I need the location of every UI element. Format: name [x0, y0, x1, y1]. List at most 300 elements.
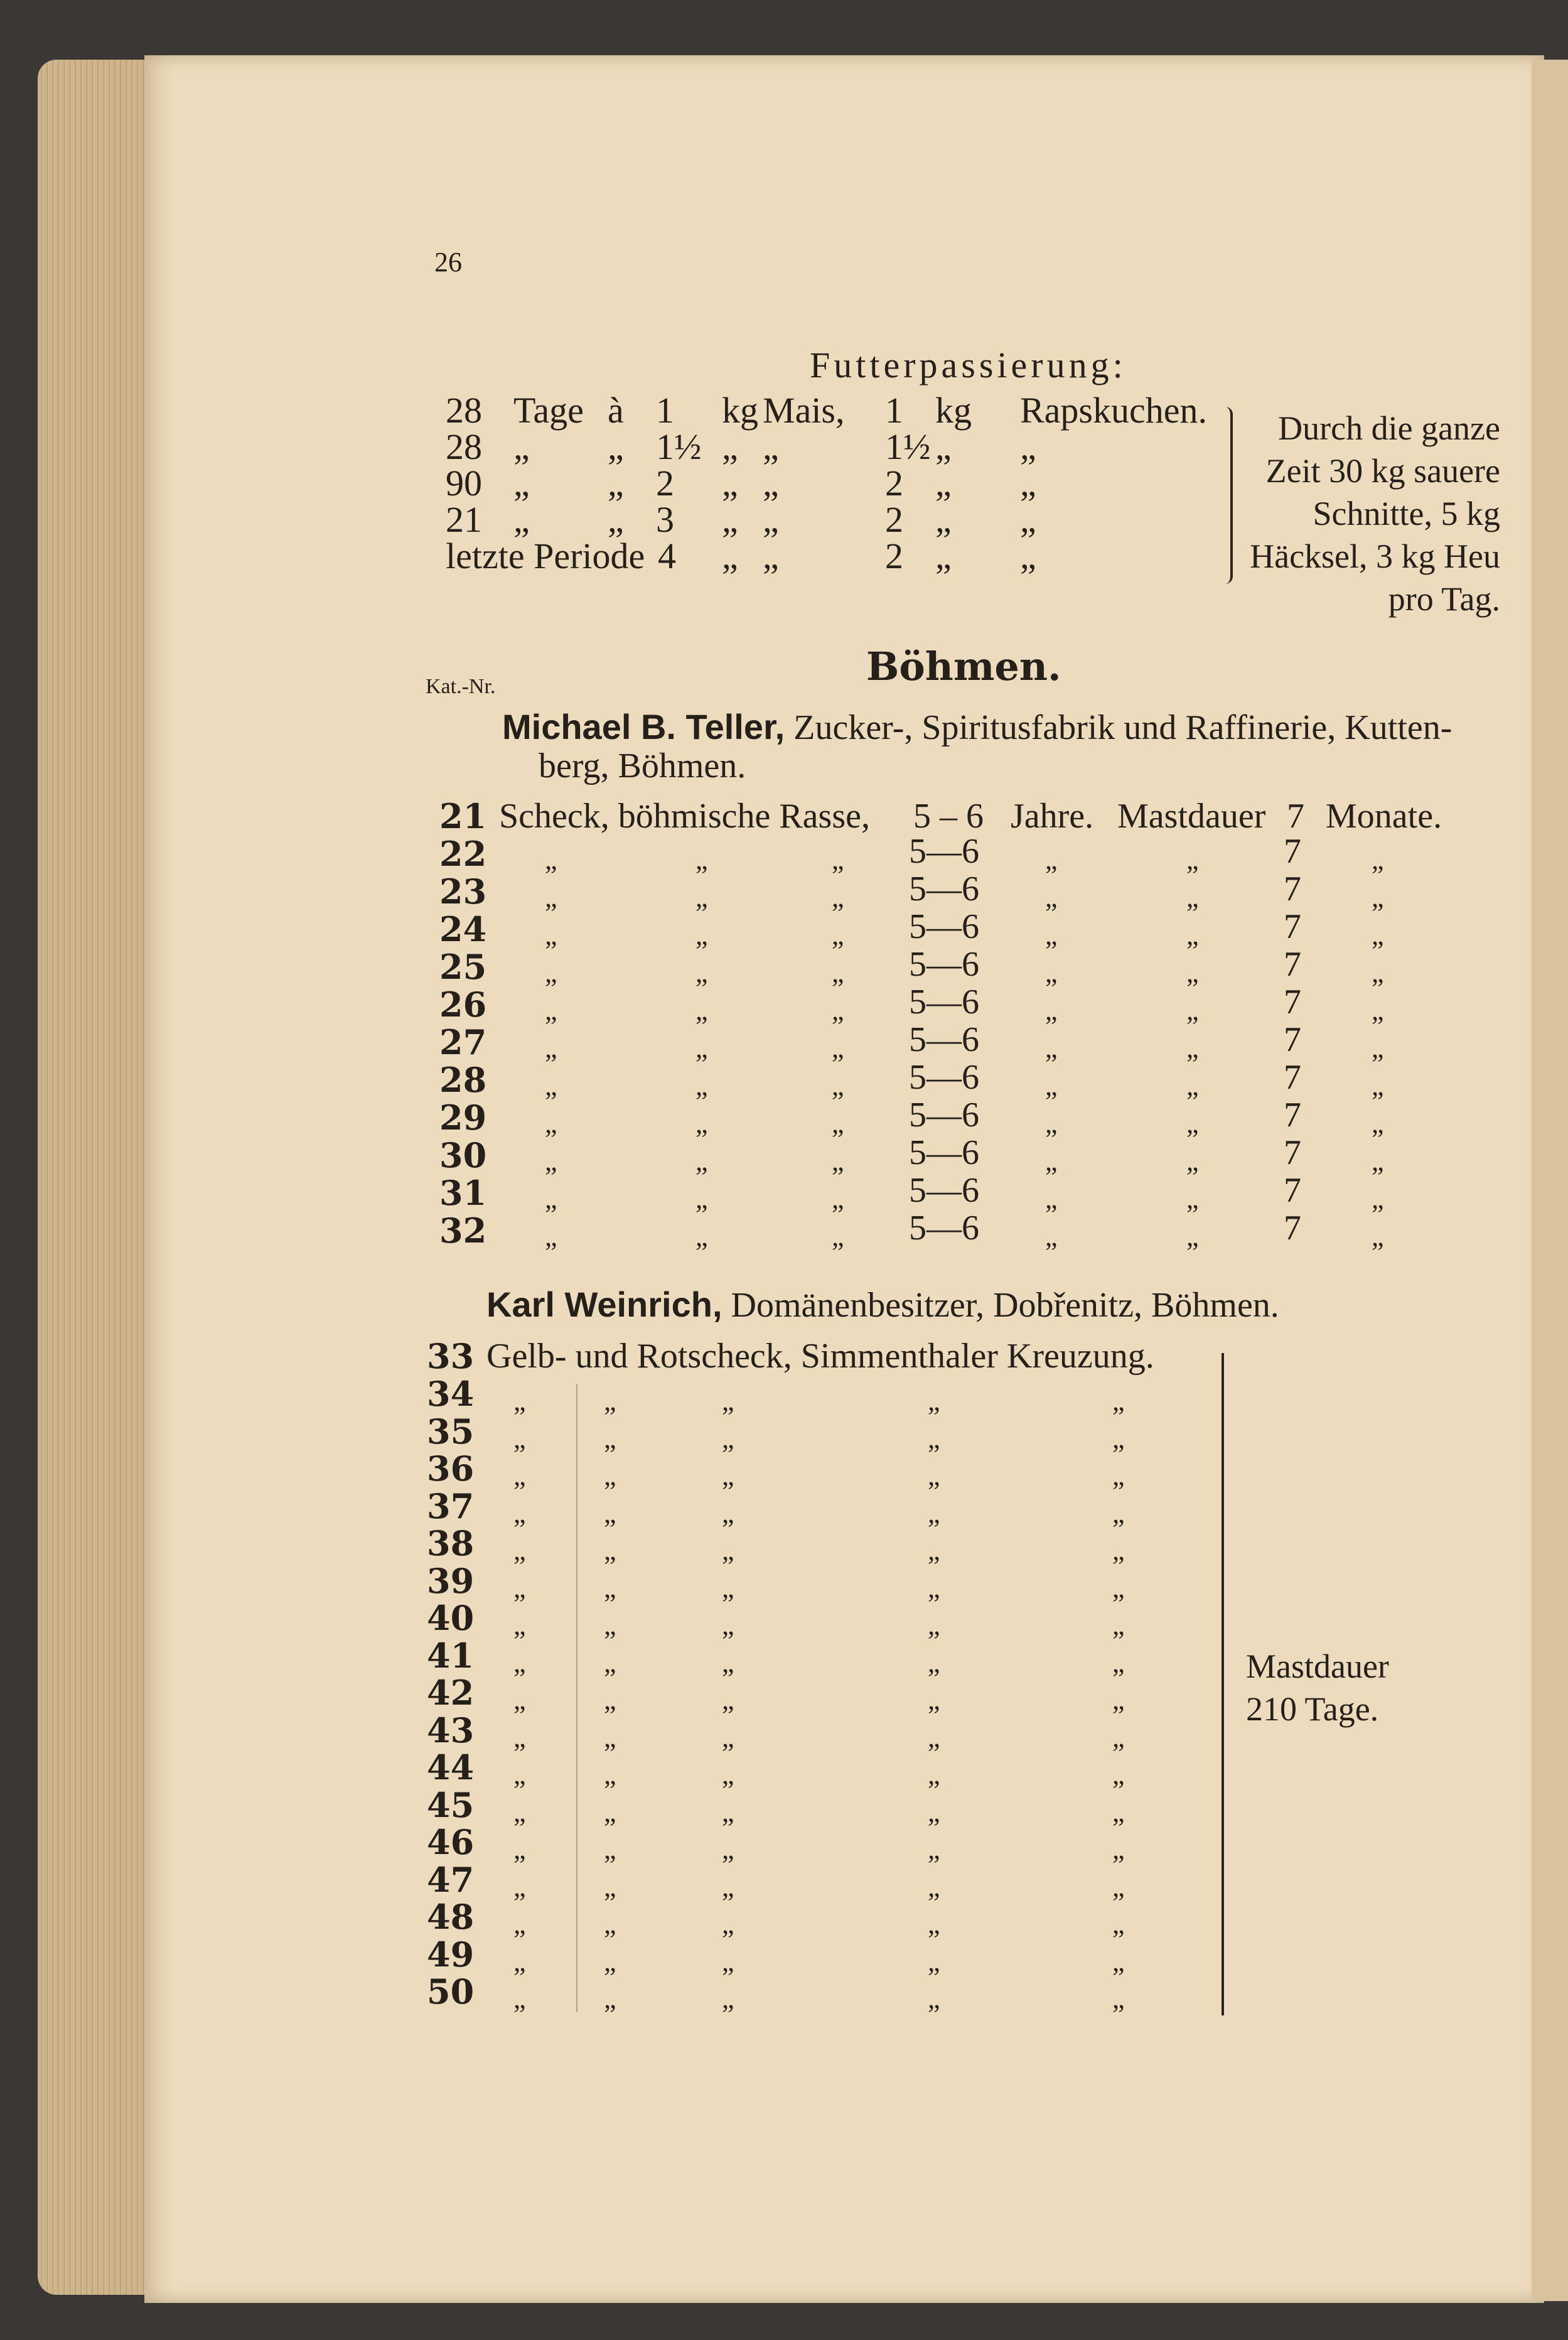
- months: 7: [1284, 1058, 1301, 1097]
- entry-number: 36: [427, 1448, 475, 1489]
- ditto-6: „: [1372, 882, 1384, 913]
- entry-number: 42: [427, 1673, 475, 1713]
- ditto-4: „: [928, 1909, 940, 1939]
- table-row: [0, 1859, 1205, 1902]
- ditto-3: „: [722, 1796, 734, 1828]
- months: 7: [1284, 1209, 1301, 1248]
- feed-mais-label: „: [763, 426, 779, 467]
- page-number: 26: [434, 247, 462, 278]
- ditto-2: „: [695, 1070, 708, 1101]
- ditto-4: „: [1045, 1221, 1058, 1252]
- feed-kg: „: [722, 536, 738, 576]
- ditto-6: „: [1372, 1183, 1384, 1214]
- ditto-1: „: [513, 1423, 526, 1454]
- ditto-3: „: [722, 1834, 734, 1865]
- ditto-3: „: [832, 995, 844, 1026]
- table-row: [0, 1598, 1205, 1641]
- ditto-4: „: [928, 1871, 940, 1902]
- ditto-1: „: [513, 1759, 526, 1790]
- age: 5—6: [909, 1209, 979, 1248]
- ditto-5: „: [1112, 1909, 1125, 1939]
- feed-days: 21: [446, 499, 482, 540]
- ditto-4: „: [928, 1647, 940, 1678]
- entry-number: 23: [439, 871, 487, 912]
- ditto-1: „: [545, 1221, 557, 1252]
- feed-days: 28: [446, 390, 482, 431]
- table-row: [0, 1784, 1205, 1828]
- feed-mais: 1: [656, 390, 674, 431]
- exhibitor1-desc: Zucker-, Spiritusfabrik und Raffinerie, Kutten-: [793, 708, 1453, 747]
- age: 5—6: [909, 832, 979, 871]
- entry-number: 22: [439, 834, 487, 874]
- ditto-1: „: [545, 882, 557, 913]
- ditto-3: „: [832, 844, 844, 875]
- entry-number: 32: [439, 1210, 487, 1251]
- ditto-4: „: [1045, 1070, 1058, 1101]
- ditto-1: „: [513, 1460, 526, 1491]
- ditto-6: „: [1372, 844, 1384, 875]
- exhibitor2-note: [1246, 1645, 1389, 1730]
- ditto-5: „: [1112, 1647, 1125, 1678]
- ditto-1: „: [513, 1983, 526, 2014]
- ditto-5: „: [1112, 1983, 1125, 2014]
- ditto-2: „: [695, 920, 708, 951]
- entry-number: 49: [427, 1934, 475, 1975]
- entry-number: 44: [427, 1747, 475, 1787]
- age-label: Jahre.: [1011, 797, 1094, 836]
- ditto-3: „: [722, 1871, 734, 1902]
- ditto-4: „: [928, 1535, 940, 1566]
- ditto-3: „: [722, 1685, 734, 1715]
- entry-number: 48: [427, 1897, 475, 1937]
- ditto-3: „: [832, 1108, 844, 1139]
- table-row: [0, 1971, 1205, 2014]
- ditto-3: „: [722, 1535, 734, 1566]
- ditto-4: „: [928, 1946, 940, 1977]
- ditto-3: „: [832, 957, 844, 988]
- ditto-1: „: [513, 1685, 526, 1715]
- ditto-3: „: [722, 1759, 734, 1790]
- table-row: [0, 1133, 1568, 1177]
- ditto-6: „: [1372, 920, 1384, 951]
- table-row: [0, 1171, 1568, 1214]
- table-row: [0, 1209, 1568, 1252]
- feed-raps-label: „: [1020, 463, 1036, 504]
- table-row: [0, 1096, 1568, 1139]
- ditto-3: „: [722, 1610, 734, 1641]
- ditto-2: „: [604, 1497, 616, 1529]
- feeding-brace: [1218, 407, 1233, 584]
- ditto-5: „: [1186, 882, 1199, 913]
- entry-number: 21: [439, 796, 487, 836]
- ditto-3: „: [722, 1909, 734, 1939]
- ditto-6: „: [1372, 995, 1384, 1026]
- entry-number: 33: [427, 1336, 475, 1376]
- table-row: [0, 832, 1568, 875]
- ditto-5: „: [1112, 1572, 1125, 1604]
- ditto-2: „: [695, 844, 708, 875]
- entry-number: 50: [427, 1971, 475, 2012]
- feed-kg2: kg: [935, 390, 972, 431]
- feed-unit: „: [513, 499, 530, 540]
- ditto-2: „: [604, 1386, 616, 1416]
- ditto-1: „: [545, 1108, 557, 1139]
- ditto-6: „: [1372, 1221, 1384, 1252]
- exhibitor2-name: Karl Weinrich,: [486, 1285, 722, 1324]
- ditto-5: „: [1112, 1610, 1125, 1641]
- exhibitor2-brace: [1211, 1353, 1224, 2015]
- months-label: Monate.: [1326, 797, 1442, 836]
- age: 5—6: [909, 1058, 979, 1097]
- entry-number: 37: [427, 1485, 475, 1526]
- feed-kg2: „: [935, 463, 952, 504]
- feeding-row: [0, 462, 1211, 502]
- ditto-3: „: [722, 1423, 734, 1454]
- table-row: [0, 1523, 1205, 1566]
- ditto-6: „: [1372, 1146, 1384, 1177]
- entry-number: 39: [427, 1560, 475, 1601]
- ditto-1: „: [513, 1909, 526, 1939]
- ditto-2: „: [604, 1834, 616, 1865]
- ditto-4: „: [1045, 844, 1058, 875]
- feed-raps: 2: [885, 463, 903, 504]
- age: 5—6: [909, 1133, 979, 1172]
- table-row: [0, 1411, 1205, 1454]
- feed-days: 28: [446, 426, 482, 467]
- entry-number: 27: [439, 1022, 487, 1062]
- breed: Gelb- und Rotscheck, Simmenthaler Kreuzung.: [486, 1337, 1154, 1376]
- ditto-5: „: [1112, 1834, 1125, 1865]
- ditto-5: „: [1186, 920, 1199, 951]
- ditto-4: „: [928, 1610, 940, 1641]
- entry-number: 26: [439, 984, 487, 1025]
- table-row: [0, 1934, 1205, 1977]
- ditto-3: „: [722, 1946, 734, 1977]
- ditto-5: „: [1186, 1221, 1199, 1252]
- ditto-1: „: [513, 1647, 526, 1678]
- feed-days: 90: [446, 463, 482, 504]
- months: 7: [1284, 1171, 1301, 1210]
- ditto-1: „: [513, 1946, 526, 1977]
- entry-number: 45: [427, 1784, 475, 1825]
- ditto-3: „: [832, 1183, 844, 1214]
- ditto-3: „: [722, 1572, 734, 1604]
- feed-unit: „: [513, 463, 530, 504]
- ditto-5: „: [1186, 957, 1199, 988]
- ditto-6: „: [1372, 1108, 1384, 1139]
- ditto-2: „: [604, 1796, 616, 1828]
- age: 5—6: [909, 907, 979, 946]
- breed: Scheck, böhmische Rasse,: [499, 797, 870, 836]
- table-row: [0, 1710, 1205, 1753]
- exhibitor1-desc2: berg, Böhmen.: [539, 747, 746, 785]
- ditto-4: „: [928, 1423, 940, 1454]
- feed-mais: 1½: [656, 426, 702, 467]
- ditto-1: „: [545, 1183, 557, 1214]
- ditto-2: „: [695, 1108, 708, 1139]
- months: 7: [1284, 832, 1301, 871]
- months: 7: [1287, 797, 1304, 836]
- ditto-1: „: [545, 844, 557, 875]
- entry-number: 25: [439, 947, 487, 987]
- note-line2: 210 Tage.: [1246, 1690, 1379, 1728]
- ditto-6: „: [1372, 1033, 1384, 1064]
- months: 7: [1284, 945, 1301, 984]
- feeding-row: [0, 499, 1211, 539]
- ditto-5: „: [1186, 1146, 1199, 1177]
- feed-raps-label: „: [1020, 536, 1036, 576]
- section-title: Böhmen.: [866, 644, 1061, 689]
- feed-mais-label: „: [763, 536, 779, 576]
- ditto-1: „: [545, 1033, 557, 1064]
- feed-mais: 3: [656, 499, 674, 540]
- katnr-label: Kat.-Nr.: [426, 675, 496, 698]
- ditto-1: „: [513, 1871, 526, 1902]
- months: 7: [1284, 1096, 1301, 1135]
- ditto-4: „: [928, 1834, 940, 1865]
- feed-kg: „: [722, 463, 738, 504]
- ditto-5: „: [1186, 1183, 1199, 1214]
- months: 7: [1284, 1133, 1301, 1172]
- ditto-3: „: [832, 882, 844, 913]
- feeding-note: Durch die ganze Zeit 30 kg sauere Schnitte, 5 kg Häcksel, 3 kg Heu pro Tag.: [1250, 409, 1500, 618]
- table-row: [0, 1747, 1205, 1790]
- ditto-5: „: [1186, 1108, 1199, 1139]
- ditto-2: „: [604, 1423, 616, 1454]
- feeding-row: [0, 426, 1211, 466]
- feeding-row: [0, 535, 1211, 575]
- months: 7: [1284, 870, 1301, 909]
- feed-raps-label: „: [1020, 426, 1036, 467]
- mast-label: Mastdauer: [1117, 797, 1266, 836]
- feed-a: „: [608, 426, 624, 467]
- entry-number: 47: [427, 1859, 475, 1900]
- feed-mais-label: Mais,: [763, 390, 845, 431]
- ditto-1: „: [545, 1070, 557, 1101]
- feed-days: letzte Periode: [446, 536, 645, 576]
- entry-number: 31: [439, 1173, 487, 1213]
- age: 5—6: [909, 1171, 979, 1210]
- feed-a: à: [608, 390, 624, 431]
- feed-raps: 2: [885, 499, 903, 540]
- entry-number: 40: [427, 1598, 475, 1638]
- feed-kg2: „: [935, 536, 952, 576]
- entry-number: 43: [427, 1710, 475, 1750]
- ditto-4: „: [1045, 1146, 1058, 1177]
- months: 7: [1284, 983, 1301, 1022]
- ditto-4: „: [1045, 1108, 1058, 1139]
- ditto-1: „: [545, 920, 557, 951]
- feed-kg: „: [722, 499, 738, 540]
- ditto-3: „: [722, 1647, 734, 1678]
- ditto-1: „: [513, 1497, 526, 1529]
- ditto-6: „: [1372, 1070, 1384, 1101]
- ditto-2: „: [695, 1033, 708, 1064]
- feeding-title: Futterpassierung:: [810, 345, 1127, 386]
- entry-number: 24: [439, 909, 487, 949]
- entry-number: 30: [439, 1135, 487, 1175]
- feed-mais-label: „: [763, 463, 779, 504]
- feed-raps: 1½: [885, 426, 931, 467]
- ditto-3: „: [722, 1722, 734, 1753]
- ditto-1: „: [513, 1535, 526, 1566]
- feed-raps-label: Rapskuchen.: [1020, 390, 1207, 431]
- table-row: [0, 1448, 1205, 1491]
- ditto-2: „: [604, 1685, 616, 1715]
- entry-number: 29: [439, 1097, 487, 1138]
- entry-number: 41: [427, 1635, 475, 1676]
- ditto-2: „: [695, 882, 708, 913]
- ditto-3: „: [832, 1070, 844, 1101]
- ditto-4: „: [928, 1796, 940, 1828]
- ditto-5: „: [1112, 1946, 1125, 1977]
- ditto-5: „: [1112, 1796, 1125, 1828]
- feed-mais: 2: [656, 463, 674, 504]
- ditto-2: „: [604, 1535, 616, 1566]
- ditto-3: „: [832, 1033, 844, 1064]
- feed-raps: 1: [885, 390, 903, 431]
- ditto-2: „: [604, 1647, 616, 1678]
- ditto-4: „: [1045, 1183, 1058, 1214]
- ditto-5: „: [1186, 995, 1199, 1026]
- ditto-2: „: [604, 1460, 616, 1491]
- ditto-3: „: [722, 1497, 734, 1529]
- table-row: [0, 870, 1568, 913]
- table-row: [0, 1560, 1205, 1604]
- ditto-1: „: [513, 1386, 526, 1416]
- table-row: [0, 907, 1568, 951]
- table-row: [0, 1822, 1205, 1865]
- ditto-4: „: [1045, 1033, 1058, 1064]
- ditto-2: „: [604, 1909, 616, 1939]
- ditto-5: „: [1186, 1033, 1199, 1064]
- table-row: [0, 1058, 1568, 1101]
- feed-raps: 2: [885, 536, 903, 576]
- table-row: [0, 983, 1568, 1026]
- table-row: [0, 1374, 1205, 1416]
- feed-mais: 4: [658, 536, 676, 576]
- feed-unit: Tage: [513, 390, 584, 431]
- feed-raps-label: „: [1020, 499, 1036, 540]
- table-row: [0, 945, 1568, 988]
- ditto-4: „: [928, 1759, 940, 1790]
- table-row: [0, 1897, 1205, 1939]
- feed-kg: „: [722, 426, 738, 467]
- ditto-2: „: [604, 1946, 616, 1977]
- ditto-3: „: [832, 1146, 844, 1177]
- table-row: [0, 1673, 1205, 1715]
- ditto-5: „: [1112, 1460, 1125, 1491]
- note-line1: Mastdauer: [1246, 1647, 1389, 1685]
- ditto-5: „: [1112, 1871, 1125, 1902]
- feed-a: „: [608, 463, 624, 504]
- ditto-4: „: [928, 1685, 940, 1715]
- ditto-5: „: [1112, 1535, 1125, 1566]
- ditto-4: „: [1045, 920, 1058, 951]
- entry-number: 35: [427, 1411, 475, 1452]
- exhibitor1-line1: [502, 706, 1452, 748]
- ditto-3: „: [722, 1983, 734, 2014]
- ditto-2: „: [604, 1759, 616, 1790]
- ditto-5: „: [1112, 1423, 1125, 1454]
- ditto-1: „: [513, 1796, 526, 1828]
- ditto-1: „: [545, 1146, 557, 1177]
- ditto-6: „: [1372, 957, 1384, 988]
- ditto-4: „: [928, 1983, 940, 2014]
- ditto-4: „: [928, 1460, 940, 1491]
- ditto-1: „: [545, 995, 557, 1026]
- ditto-1: „: [545, 957, 557, 988]
- entry-number: 38: [427, 1523, 475, 1563]
- ditto-5: „: [1112, 1386, 1125, 1416]
- table-row: [0, 1485, 1205, 1529]
- ditto-2: „: [604, 1983, 616, 2014]
- ditto-4: „: [928, 1497, 940, 1529]
- ditto-2: „: [604, 1722, 616, 1753]
- ditto-5: „: [1186, 844, 1199, 875]
- ditto-2: „: [695, 1183, 708, 1214]
- ditto-2: „: [604, 1610, 616, 1641]
- feed-kg2: „: [935, 499, 952, 540]
- exhibitor2-line1: [486, 1284, 1279, 1325]
- ditto-4: „: [928, 1572, 940, 1604]
- ditto-2: „: [695, 1221, 708, 1252]
- ditto-2: „: [695, 957, 708, 988]
- exhibitor2-desc: Domänenbesitzer, Dobřenitz, Böhmen.: [731, 1286, 1279, 1325]
- ditto-1: „: [513, 1610, 526, 1641]
- ditto-2: „: [695, 1146, 708, 1177]
- ditto-5: „: [1112, 1759, 1125, 1790]
- ditto-5: „: [1112, 1685, 1125, 1715]
- ditto-4: „: [1045, 882, 1058, 913]
- ditto-1: „: [513, 1834, 526, 1865]
- entry-number: 34: [427, 1374, 475, 1414]
- months: 7: [1284, 1020, 1301, 1059]
- ditto-3: „: [832, 1221, 844, 1252]
- ditto-4: „: [1045, 957, 1058, 988]
- feed-mais-label: „: [763, 499, 779, 540]
- age: 5—6: [909, 983, 979, 1022]
- ditto-5: „: [1112, 1497, 1125, 1529]
- ditto-3: „: [722, 1386, 734, 1416]
- age: 5 – 6: [913, 797, 984, 836]
- table-row: [0, 1020, 1568, 1064]
- age: 5—6: [909, 1096, 979, 1135]
- exhibitor1-name: Michael B. Teller,: [502, 707, 785, 747]
- ditto-4: „: [928, 1386, 940, 1416]
- entry-number: 46: [427, 1822, 475, 1862]
- feed-kg2: „: [935, 426, 952, 467]
- feed-a: „: [608, 499, 624, 540]
- ditto-2: „: [604, 1572, 616, 1604]
- feed-unit: „: [513, 426, 530, 467]
- ditto-1: „: [513, 1572, 526, 1604]
- table-row: [0, 1635, 1205, 1678]
- feed-kg: kg: [722, 390, 758, 431]
- age: 5—6: [909, 945, 979, 984]
- ditto-3: „: [832, 920, 844, 951]
- age: 5—6: [909, 870, 979, 909]
- ditto-4: „: [1045, 995, 1058, 1026]
- ditto-5: „: [1186, 1070, 1199, 1101]
- ditto-2: „: [604, 1871, 616, 1902]
- ditto-4: „: [928, 1722, 940, 1753]
- age: 5—6: [909, 1020, 979, 1059]
- entry-number: 28: [439, 1060, 487, 1100]
- ditto-1: „: [513, 1722, 526, 1753]
- ditto-2: „: [695, 995, 708, 1026]
- ditto-5: „: [1112, 1722, 1125, 1753]
